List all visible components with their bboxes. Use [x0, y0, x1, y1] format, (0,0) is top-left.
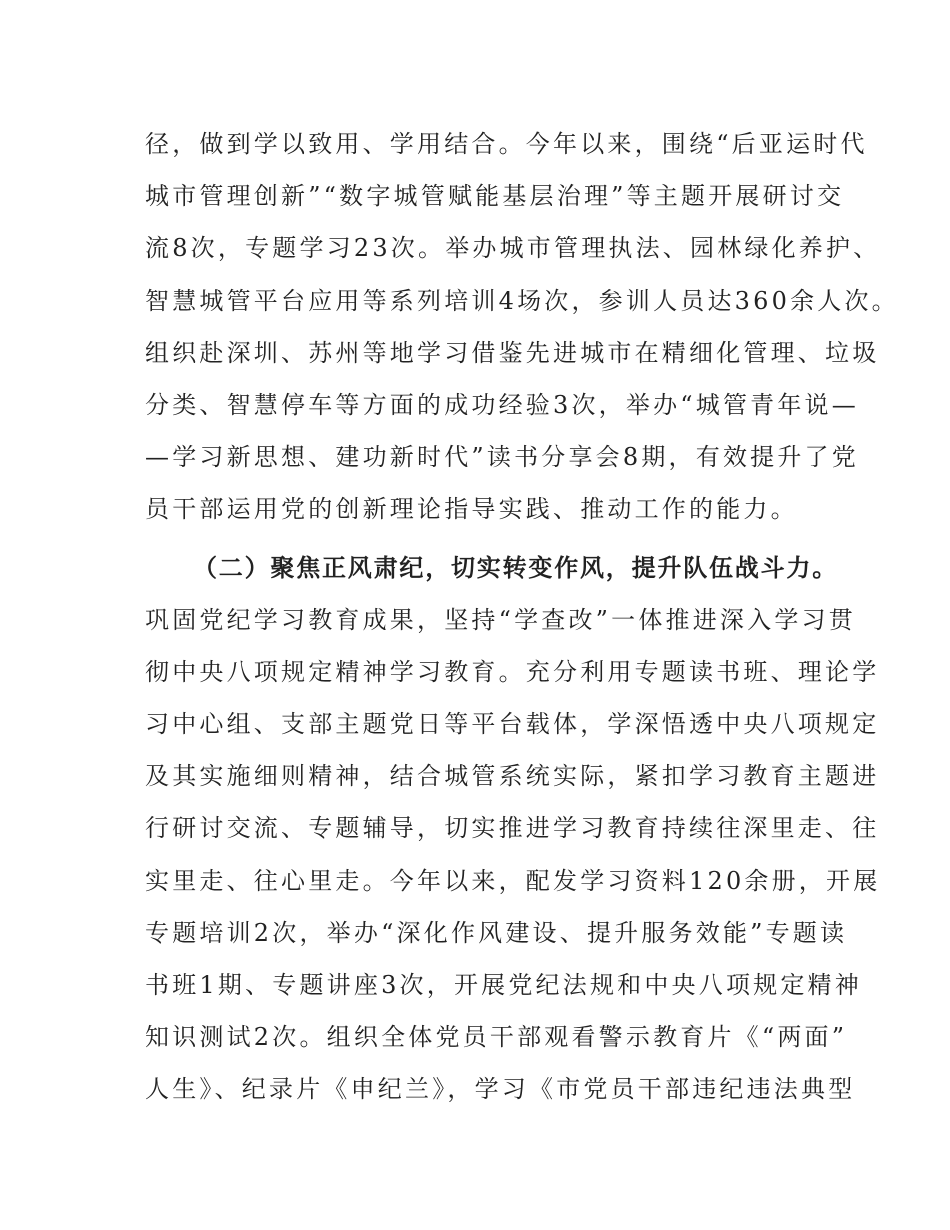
paragraph-line: 智慧城管平台应用等系列培训4场次，参训人员达360余人次。: [145, 286, 899, 315]
paragraph-line: —学习新思想、建功新时代”读书分享会8期，有效提升了党: [145, 443, 859, 472]
paragraph-line: 习中心组、支部主题党日等平台载体，学深悟透中央八项规定: [145, 710, 880, 739]
paragraph-2: [145, 594, 881, 1116]
paragraph-line: 及其实施细则精神，结合城管系统实际，紧扣学习教育主题进: [145, 762, 880, 791]
paragraph-line: 专题培训2次，举办“深化作风建设、提升服务效能”专题读: [145, 918, 848, 947]
section-heading: （二）聚焦正风肃纪，切实转变作风，提升队伍战斗力。: [193, 553, 838, 582]
paragraph-1: [145, 118, 899, 536]
document-body: [145, 118, 899, 1116]
paragraph-line: 流8次，专题学习23次。举办城市管理执法、园林绿化养护、: [145, 234, 881, 263]
paragraph-line: 知识测试2次。组织全体党员干部观看警示教育片《“两面”: [145, 1023, 848, 1052]
paragraph-line: 书班1期、专题讲座3次，开展党纪法规和中央八项规定精神: [145, 971, 862, 999]
paragraph-line: 径，做到学以致用、学用结合。今年以来，围绕“后亚运时代: [145, 130, 868, 158]
paragraph-line: 彻中央八项规定精神学习教育。充分利用专题读书班、理论学: [145, 657, 880, 686]
paragraph-line: 巩固党纪学习教育成果，坚持“学查改”一体推进深入学习贯: [145, 605, 856, 634]
paragraph-line: 行研讨交流、专题辅导，切实推进学习教育持续往深里走、往: [145, 814, 880, 843]
paragraph-line: 组织赴深圳、苏州等地学习借鉴先进城市在精细化管理、垃圾: [145, 338, 880, 367]
paragraph-line: 城市管理创新”“数字城管赋能基层治理”等主题开展研讨交: [145, 182, 845, 211]
paragraph-line: 员干部运用党的创新理论指导实践、推动工作的能力。: [145, 495, 798, 524]
paragraph-line: 实里走、往心里走。今年以来，配发学习资料120余册，开展: [145, 866, 881, 895]
paragraph-line: 人生》、纪录片《申纪兰》，学习《市党员干部违纪违法典型: [145, 1075, 856, 1104]
paragraph-line: 分类、智慧停车等方面的成功经验3次，举办“城管青年说—: [145, 390, 859, 419]
